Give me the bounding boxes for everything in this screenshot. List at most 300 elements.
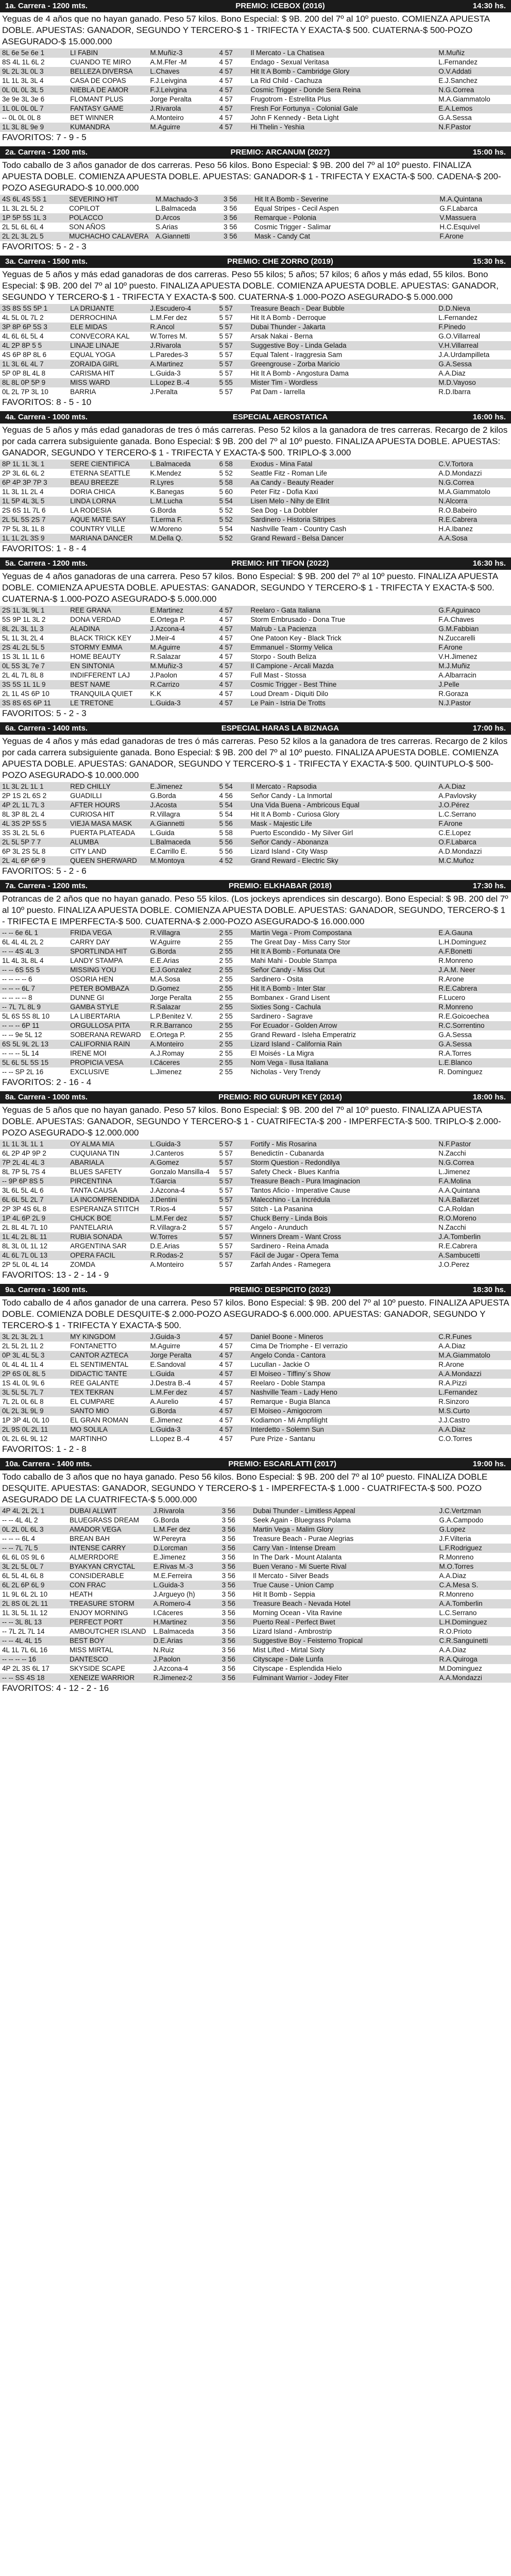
runner-form: 2L 4L 6P 6P 9 <box>2 857 46 865</box>
runner-jockey: A.M.Ffer -M <box>150 58 187 66</box>
runner-row <box>0 1040 511 1049</box>
runner-name: DONA VERDAD <box>70 616 121 623</box>
runner-row <box>0 213 511 223</box>
race-prize-title: ESPECIAL AEROSTATICA <box>232 413 328 421</box>
runner-age-weight: 5 58 <box>219 479 233 486</box>
runner-row <box>0 938 511 947</box>
runners-table <box>0 1506 511 1683</box>
runner-pedigree: Hit It A Bomb - Angostura Dama <box>250 369 349 377</box>
runner-age-weight: 5 57 <box>219 304 233 312</box>
runner-name: LA INCOMPRENDIDA <box>70 1196 140 1204</box>
runner-form: -- -- SP 2L 16 <box>2 1068 44 1076</box>
runner-trainer: A.Albarracin <box>438 671 476 679</box>
runner-age-weight: 5 57 <box>219 1140 233 1148</box>
runner-form: -- -- 9e 5L 12 <box>2 1031 42 1039</box>
runner-name: DUNNE GI <box>70 994 105 1002</box>
runner-trainer: A.A.Sosa <box>438 534 468 542</box>
runner-form: 2P 1S 2L 6S 2 <box>2 792 47 800</box>
runner-row <box>0 1149 511 1158</box>
runner-name: BEAU BREEZE <box>70 479 119 486</box>
runner-form: -- 7L 7L 8L 9 <box>2 1003 41 1011</box>
runner-jockey: R.Rodas-2 <box>150 1251 183 1259</box>
runner-form: 2L 9S 0L 2L 11 <box>2 1426 48 1433</box>
runner-form: 4L 1L 7L 6L 16 <box>2 1646 48 1654</box>
runner-age-weight: 3 56 <box>222 1590 235 1598</box>
runner-row <box>0 313 511 323</box>
runner-form: 2S 4L 2L 5L 5 <box>2 643 45 651</box>
runner-pedigree: Greengrouse - Zorba Maricio <box>250 360 340 368</box>
runner-age-weight: 3 56 <box>222 1628 235 1635</box>
runner-row <box>0 460 511 469</box>
runner-jockey: E.Jimenez <box>150 783 183 790</box>
runner-name: ETERNA SEATTLE <box>70 469 130 477</box>
runner-trainer: G.A.Sessa <box>438 360 472 368</box>
runner-age-weight: 2 55 <box>219 947 233 955</box>
runner-pedigree: Il Mercato - Silver Beads <box>252 1572 329 1580</box>
runner-age-weight: 5 57 <box>219 1242 233 1250</box>
race-header-bar <box>0 557 511 570</box>
runner-jockey: J.Paolon <box>153 1655 181 1663</box>
runner-jockey: H.Martinez <box>153 1618 187 1626</box>
runner-jockey: R.Jimenez-2 <box>153 1674 193 1682</box>
runner-name: EQUAL YOGA <box>70 351 115 359</box>
runner-jockey: L.Guida-3 <box>150 369 181 377</box>
runner-jockey: G.Borda <box>153 1516 179 1524</box>
runner-age-weight: 3 56 <box>224 214 237 222</box>
runner-trainer: N.Zacchi <box>438 1224 466 1231</box>
runner-jockey: W.Moreno <box>150 525 182 533</box>
runner-age-weight: 2 55 <box>219 994 233 1002</box>
runner-name: MISSING YOU <box>70 966 116 974</box>
runner-form: 4L 6L 6L 5L 4 <box>2 332 44 340</box>
runner-name: ENJOY MORNING <box>69 1609 128 1617</box>
runner-age-weight: 5 57 <box>219 1233 233 1241</box>
race-time: 15:00 hs. <box>472 148 506 157</box>
runner-pedigree: Una Vida Buena - Ambricous Equal <box>250 801 360 809</box>
runner-trainer: J.J.Castro <box>438 1416 470 1424</box>
runner-age-weight: 3 56 <box>222 1572 235 1580</box>
race-header-bar <box>0 0 511 12</box>
runner-age-weight: 5 57 <box>219 314 233 321</box>
race-conditions: Todo caballo de 4 años ganador de una carrera. Peso 57 kilos. Bono Especial: $ 9B. 200 del 7º al 10º puesto. FINALIZA APUESTA DOBLE. COMIENZA DOBLE DESQUITE-$ 2.000-POZO ASEGURADO-$ 6.000.000. APUESTAS: GANADOR, SEGUNDO Y TERCERO-$ 1 - TRIFECTA Y EXACTA-$ 500. <box>2 1298 509 1330</box>
runner-form: 3L 6L 5L 4L 6 <box>2 1187 44 1194</box>
race-prize-title: PREMIO: CHE ZORRO (2019) <box>227 257 333 266</box>
runner-trainer: F.Pinedo <box>438 323 466 331</box>
runner-trainer: R.Monreno <box>438 1003 473 1011</box>
runner-row <box>0 634 511 643</box>
runner-age-weight: 2 55 <box>219 929 233 937</box>
race-block <box>0 722 511 880</box>
runner-age-weight: 5 54 <box>219 783 233 790</box>
runners-table <box>0 782 511 866</box>
runner-pedigree: Puerto Real - Perfect Bwet <box>252 1618 335 1626</box>
runner-pedigree: Mask - Candy Cat <box>254 232 310 240</box>
runner-row <box>0 487 511 497</box>
race-block <box>0 411 511 557</box>
race-header-bar <box>0 256 511 268</box>
runner-form: 3L 2L 3L 2L 1 <box>2 1333 44 1341</box>
runner-pedigree: Winners Dream - Want Cross <box>250 1233 342 1241</box>
runner-pedigree: Hit It A Bomb - Cambridge Glory <box>250 67 350 75</box>
runner-trainer: R.Monreno <box>439 1590 474 1598</box>
runner-age-weight: 5 57 <box>219 1168 233 1176</box>
runner-trainer: N.A.Ballarzet <box>438 1196 480 1204</box>
runner-form: -- 9P 6P 8S 5 <box>2 1177 44 1185</box>
runner-pedigree: Lucullan - Jackie O <box>250 1361 310 1368</box>
runner-form: 0L 5S 3L 7e 7 <box>2 662 45 670</box>
runner-row <box>0 1186 511 1195</box>
runner-form: 1S 3L 1L 1L 6 <box>2 653 45 660</box>
runner-age-weight: 2 55 <box>219 975 233 983</box>
runner-pedigree: Dubai Thunder - Jakarta <box>250 323 326 331</box>
runner-row <box>0 1251 511 1260</box>
runner-age-weight: 4 57 <box>219 114 233 122</box>
runner-row <box>0 104 511 113</box>
runner-jockey: E.E.Arias <box>150 957 179 964</box>
runner-pedigree: Lizard Island - California Rain <box>250 1040 342 1048</box>
runner-age-weight: 5 57 <box>219 369 233 377</box>
runner-age-weight: 4 57 <box>219 616 233 623</box>
runner-form: 1L 3L 2L 5L 2 <box>2 205 44 212</box>
runner-jockey: K.Banegas <box>150 488 184 496</box>
runner-jockey: J.Destra B.-4 <box>150 1379 191 1387</box>
runner-age-weight: 3 56 <box>224 205 237 212</box>
runner-pedigree: Malrub - La Pacienza <box>250 625 316 633</box>
runner-jockey: A.J.Romay <box>150 1049 184 1057</box>
runner-row <box>0 86 511 95</box>
runner-jockey: T.Garcia <box>150 1177 176 1185</box>
runner-jockey: L.Balmaceda <box>150 838 191 846</box>
runner-name: CITY LAND <box>70 848 107 855</box>
runner-trainer: M.C.Muñoz <box>438 857 474 865</box>
runner-row <box>0 624 511 634</box>
runner-trainer: R.O.Prioto <box>439 1628 472 1635</box>
runner-jockey: T.Rios-4 <box>150 1205 176 1213</box>
runner-form: -- -- 7L 7L 5 <box>2 1544 38 1552</box>
race-favorites: FAVORITOS: 8 - 5 - 10 <box>2 397 92 407</box>
runner-name: BLUEGRASS DREAM <box>69 1516 139 1524</box>
runner-jockey: E.Ortega P. <box>150 1031 186 1039</box>
runner-trainer: N.F.Pastor <box>438 1140 471 1148</box>
runner-pedigree: Señor Candy - La Inmortal <box>250 792 332 800</box>
runner-age-weight: 4 52 <box>219 857 233 865</box>
runner-name: CARISMA HIT <box>70 369 115 377</box>
runners-table <box>0 304 511 397</box>
runner-pedigree: Cosmic Trigger - Donde Sera Reina <box>250 86 361 94</box>
runner-pedigree: Equal Stripes - Cecil Aspen <box>254 205 339 212</box>
runner-age-weight: 3 56 <box>222 1609 235 1617</box>
runner-row <box>0 1627 511 1636</box>
runner-form: 8L 8L 0P 5P 9 <box>2 379 46 386</box>
runner-name: COPILOT <box>69 205 100 212</box>
runner-trainer: J.A.Tomberlin <box>438 1233 481 1241</box>
runner-name: DIDACTIC TANTE <box>70 1370 127 1378</box>
race-conditions: Yeguas de 4 años que no hayan ganado. Peso 57 kilos. Bono Especial: $ 9B. 200 del 7º al 10º puesto. COMIENZA APUESTA DOBLE. APUESTAS: GANADOR, SEGUNDO Y TERCERO-$ 1 - TRIFECTA Y EXACTA-$ 500. CUATERNA-$ 500-POZO ASEGURADO-$ 15.000.000 <box>2 14 490 46</box>
runner-row <box>0 506 511 515</box>
runner-name: FRIDA VEGA <box>70 929 112 937</box>
runner-name: COUNTRY VILLE <box>70 525 125 533</box>
runner-age-weight: 5 57 <box>219 1251 233 1259</box>
runner-jockey: W.Torres M. <box>150 332 188 340</box>
runner-trainer: C.O.Torres <box>438 1435 472 1443</box>
runner-trainer: V.H.Villarreal <box>438 342 479 349</box>
runner-age-weight: 4 57 <box>219 671 233 679</box>
runner-trainer: R.A.Pizzi <box>438 1379 467 1387</box>
runner-name: TRANQUILA QUIET <box>70 690 133 698</box>
runner-row <box>0 95 511 104</box>
runner-jockey: K.Mendez <box>150 469 182 477</box>
runner-form: 8L 6e 5e 6e 1 <box>2 49 45 57</box>
runner-jockey: S.Arias <box>155 223 178 231</box>
runner-pedigree: Fácil de Jugar - Opera Tema <box>250 1251 339 1259</box>
runner-age-weight: 4 57 <box>219 95 233 103</box>
runners-table <box>0 1140 511 1269</box>
runner-row <box>0 1608 511 1618</box>
runner-age-weight: 4 57 <box>219 1342 233 1350</box>
runner-name: IRENE MOI <box>70 1049 107 1057</box>
runner-age-weight: 4 57 <box>219 1379 233 1387</box>
runner-row <box>0 782 511 791</box>
runner-pedigree: Le Pain - Istria De Trotts <box>250 699 326 707</box>
race-prize-title: PREMIO: ARCANUM (2027) <box>230 148 330 157</box>
runner-name: BEST NAME <box>70 681 110 688</box>
runner-jockey: E.J.Gonzalez <box>150 966 192 974</box>
runner-jockey: L.Balmaceda <box>153 1628 194 1635</box>
runner-row <box>0 928 511 938</box>
runner-pedigree: El Moisés - La Migra <box>250 1049 314 1057</box>
runner-row <box>0 838 511 847</box>
runner-trainer: J.F.Vilteria <box>439 1535 471 1543</box>
runner-trainer: F.Arone <box>438 643 463 651</box>
runner-pedigree: Peter Fitz - Dofia Kaxi <box>250 488 318 496</box>
runner-form: 7P 2L 4L 4L 3 <box>2 1159 45 1166</box>
runner-trainer: R.Monreno <box>439 1553 474 1561</box>
race-time: 15:30 hs. <box>472 257 506 266</box>
runner-name: OPERA FACIL <box>70 1251 115 1259</box>
runner-row <box>0 1021 511 1030</box>
runner-jockey: M.Aguirre <box>150 123 180 131</box>
runner-pedigree: True Cause - Union Camp <box>252 1581 334 1589</box>
runner-row <box>0 1416 511 1425</box>
runner-pedigree: Bombanex - Grand Lisent <box>250 994 330 1002</box>
runner-name: BLUES SAFETY <box>70 1168 122 1176</box>
runner-trainer: C.A.Mesa S. <box>439 1581 479 1589</box>
runner-row <box>0 332 511 341</box>
runner-pedigree: Equal Talent - Iraggresia Sam <box>250 351 342 359</box>
runner-form: 2L 5L 6L 6L 4 <box>2 223 44 231</box>
runner-trainer: L.C.Serrano <box>438 810 476 818</box>
runner-form: 6P 4P 3P 7P 3 <box>2 479 47 486</box>
race-number-distance: 3a. Carrera - 1500 mts. <box>5 257 88 266</box>
race-favorites: FAVORITOS: 1 - 2 - 8 <box>2 1444 87 1454</box>
runner-name: ESPERANZA STITCH <box>70 1205 139 1213</box>
runner-form: 6L 2L 6P 6L 9 <box>2 1581 45 1589</box>
runner-pedigree: Safety Check - Blues Kanfria <box>250 1168 339 1176</box>
runner-trainer: R.O.Moreno <box>438 1214 476 1222</box>
runner-form: 1L 4L 3L 8L 4 <box>2 957 44 964</box>
runner-row <box>0 1214 511 1223</box>
race-header-bar <box>0 411 511 423</box>
runner-age-weight: 2 55 <box>219 1049 233 1057</box>
runner-jockey: D.E.Arias <box>153 1637 183 1645</box>
runner-form: 2L 8S 0L 2L 11 <box>2 1600 48 1607</box>
runner-age-weight: 5 57 <box>219 1187 233 1194</box>
runner-age-weight: 5 57 <box>219 360 233 368</box>
runner-row <box>0 956 511 965</box>
runner-jockey: L.P.Benitez V. <box>150 1012 193 1020</box>
runner-pedigree: Hit It A Bomb - Fortunata Ore <box>250 947 340 955</box>
runner-pedigree: Zarfah Andes - Ramegera <box>250 1261 331 1268</box>
runner-form: 0L 4L 4L 1L 4 <box>2 1361 44 1368</box>
runner-row <box>0 615 511 624</box>
runner-name: FLOMANT PLUS <box>70 95 124 103</box>
runner-row <box>0 497 511 506</box>
runner-jockey: L.M.Fer dez <box>150 1214 188 1222</box>
runner-jockey: L.Guida <box>150 829 175 837</box>
runner-name: CALIFORNIA RAIN <box>70 1040 130 1048</box>
runner-jockey: M.Muñiz-3 <box>150 662 183 670</box>
race-prize-title: PREMIO: RIO GURUPI KEY (2014) <box>218 1093 342 1101</box>
runner-jockey: Gonzalo Mansilla-4 <box>150 1168 210 1176</box>
runner-jockey: E.Rivas M.-3 <box>153 1563 193 1570</box>
runner-name: ELE MIDAS <box>70 323 108 331</box>
runner-pedigree: Chuck Berry - Linda Bois <box>250 1214 328 1222</box>
runner-trainer: A.Pavlovsky <box>438 792 476 800</box>
runner-name: RED CHILLY <box>70 783 111 790</box>
runner-name: AQUE MATE SAY <box>70 516 126 523</box>
runner-trainer: A.A.Diaz <box>438 783 466 790</box>
runner-jockey: L.Lopez B.-4 <box>150 1435 190 1443</box>
runner-trainer: G.F.Aguinaco <box>438 606 481 614</box>
runner-jockey: A.Monteiro <box>150 1261 184 1268</box>
runner-jockey: Jorge Peralta <box>150 1351 192 1359</box>
runner-row <box>0 58 511 67</box>
runner-form: 9L 2L 3L 0L 3 <box>2 67 44 75</box>
runner-row <box>0 1553 511 1562</box>
runner-trainer: L.Jimenez <box>438 1168 470 1176</box>
runner-name: CUANDO TE MIRO <box>70 58 131 66</box>
runner-form: 6L 4L 4L 2L 2 <box>2 938 44 946</box>
runner-jockey: J.Meir-4 <box>150 634 176 642</box>
runner-pedigree: Suggestive Boy - Linda Gelada <box>250 342 347 349</box>
runner-name: CURIOSA HIT <box>70 810 115 818</box>
runner-age-weight: 4 57 <box>219 1361 233 1368</box>
runner-jockey: N.Ruiz <box>153 1646 175 1654</box>
runner-jockey: J.Rivarola <box>150 105 181 112</box>
runner-form: 8L 2L 3L 1L 3 <box>2 625 44 633</box>
runner-row <box>0 1205 511 1214</box>
runner-jockey: J.Paolon <box>150 671 177 679</box>
runner-jockey: G.Borda <box>150 506 176 514</box>
runner-age-weight: 2 55 <box>219 966 233 974</box>
runner-trainer: C.R.Sanguinetti <box>439 1637 488 1645</box>
runner-name: PUERTA PLATEADA <box>70 829 135 837</box>
runner-form: 0L 2L 6L 9L 12 <box>2 1435 48 1443</box>
runner-trainer: J.A.M. Neer <box>438 966 475 974</box>
runner-pedigree: Emmanuel - Stormy Velica <box>250 643 333 651</box>
runner-pedigree: Hit It Bomb - Seppia <box>252 1590 315 1598</box>
runner-form: 4P 4L 2L 2L 1 <box>2 1507 45 1515</box>
runner-row <box>0 1140 511 1149</box>
runner-jockey: J.Guida-3 <box>150 1333 180 1341</box>
runner-row <box>0 1351 511 1360</box>
runner-row <box>0 76 511 86</box>
runner-row <box>0 965 511 975</box>
runner-pedigree: Hit It A Bomb - Derroque <box>250 314 326 321</box>
runner-form: -- -- -- -- 6 <box>2 975 32 983</box>
runner-age-weight: 4 57 <box>219 77 233 84</box>
runner-jockey: L.Balmaceda <box>155 205 196 212</box>
runner-row <box>0 304 511 313</box>
runner-name: GUADILLI <box>70 792 102 800</box>
runner-row <box>0 1525 511 1534</box>
runner-age-weight: 4 57 <box>219 1388 233 1396</box>
runner-age-weight: 4 57 <box>219 1435 233 1443</box>
runner-row <box>0 947 511 956</box>
runner-form: 8L 3P 8L 2L 4 <box>2 810 45 818</box>
runner-pedigree: Lisen Melo - Nihy de Ellrit <box>250 497 330 505</box>
runner-name: SOBERANA REWARD <box>70 1031 141 1039</box>
runner-row <box>0 1599 511 1608</box>
runner-age-weight: 4 57 <box>219 1407 233 1415</box>
runner-row <box>0 67 511 76</box>
runner-pedigree: Reelaro - Doble Stampa <box>250 1379 326 1387</box>
runner-form: 2P 3P 4S 6L 8 <box>2 1205 47 1213</box>
runner-row <box>0 680 511 689</box>
runner-age-weight: 2 55 <box>219 938 233 946</box>
runner-age-weight: 5 57 <box>219 1177 233 1185</box>
runner-pedigree: Pat Dam - Iarrella <box>250 388 305 396</box>
runner-pedigree: Pure Prize - Santanu <box>250 1435 315 1443</box>
runner-age-weight: 5 54 <box>219 497 233 505</box>
runner-name: SANTO MIO <box>70 1407 109 1415</box>
runner-form: 5L 6L 5L 5S 15 <box>2 1059 49 1066</box>
race-block <box>0 1284 511 1458</box>
runner-age-weight: 5 57 <box>219 1205 233 1213</box>
runner-pedigree: Sardinero - Sagrave <box>250 1012 313 1020</box>
runner-jockey: J.Acosta <box>150 801 177 809</box>
race-favorites: FAVORITOS: 4 - 12 - 2 - 16 <box>2 1683 109 1693</box>
runner-pedigree: Hit It A Bomb - Inter Star <box>250 985 326 992</box>
runner-form: -- -- 4S 4L 3 <box>2 947 39 955</box>
runner-age-weight: 5 52 <box>219 469 233 477</box>
race-number-distance: 6a. Carrera - 1400 mts. <box>5 724 88 733</box>
race-conditions: Todo caballo de 3 años ganador de dos carreras. Peso 56 kilos. Bono Especial: $ 9B. 200 del 7º al 10º puesto. FINALIZA APUESTA DOBLE. COMIENZA APUESTA DOBLE. APUESTAS: GANADOR-$ 1 - TRIFECTA Y EXACTA-$ 500. CADENA-$ 200-POZO ASEGURADO-$ 10.000.000 <box>2 160 501 193</box>
runner-jockey: D.Lorcman <box>153 1544 188 1552</box>
runner-row <box>0 1360 511 1369</box>
runner-trainer: N.G.Correa <box>438 479 474 486</box>
runner-jockey: G.Borda <box>150 792 176 800</box>
runner-pedigree: Treasure Beach - Pura Imaginacion <box>250 1177 360 1185</box>
runner-age-weight: 3 56 <box>222 1618 235 1626</box>
runner-form: 6P 3L 2S 5L 8 <box>2 848 46 855</box>
runner-row <box>0 1342 511 1351</box>
runner-name: KUMANDRA <box>70 123 110 131</box>
runner-jockey: D.Gomez <box>150 985 180 992</box>
runner-age-weight: 5 57 <box>219 1261 233 1268</box>
runner-name: ALADINA <box>70 625 100 633</box>
runner-name: PANTELARIA <box>70 1224 113 1231</box>
runner-trainer: E.A.Lemos <box>438 105 473 112</box>
runner-pedigree: Fresh For Fortunya - Colonial Gale <box>250 105 358 112</box>
runner-form: 5L 1L 3L 2L 4 <box>2 634 44 642</box>
runner-name: BYAKYAN CRYCTAL <box>69 1563 135 1570</box>
runner-form: 1P 5P 5S 1L 3 <box>2 214 47 222</box>
runner-trainer: H.A.Ibanez <box>438 525 473 533</box>
runner-jockey: W.Pereyra <box>153 1535 186 1543</box>
runner-row <box>0 223 511 232</box>
runner-name: AFTER HOURS <box>70 801 120 809</box>
